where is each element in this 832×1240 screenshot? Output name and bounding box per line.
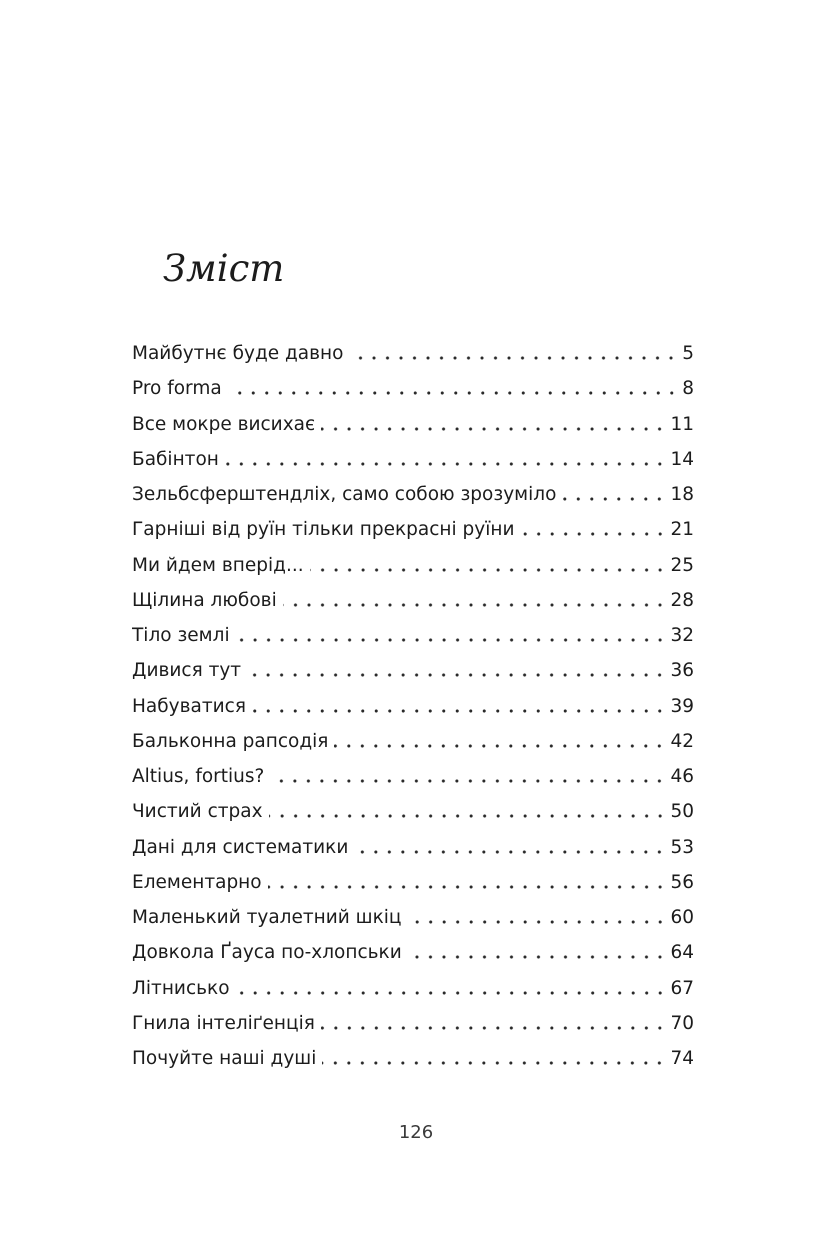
- toc-entry-page: 50: [670, 801, 694, 823]
- toc-entry-title: Бабінтон: [132, 448, 219, 470]
- toc-heading: Зміст: [163, 247, 285, 290]
- toc-entry-page: 70: [670, 1012, 694, 1034]
- toc-entry: [132, 724, 694, 759]
- toc-entry-page: 64: [670, 942, 694, 964]
- toc-entry-page: 60: [670, 907, 694, 928]
- toc-entry: [132, 794, 694, 829]
- toc-entry: [132, 618, 694, 653]
- toc-entry-page: 67: [670, 977, 694, 999]
- toc-entry-title: Altius, fortius?: [132, 766, 265, 787]
- toc-entry-title: Дивися тут: [132, 660, 242, 682]
- toc-entry-title: Бальконна рапсодія: [132, 730, 329, 752]
- dot-leader: [236, 638, 667, 642]
- toc-entry: [132, 830, 694, 865]
- toc-entry-title: Майбутнє буде давно: [132, 343, 344, 364]
- dot-leader: [334, 744, 666, 748]
- toc-entry-page: 18: [670, 484, 694, 505]
- toc-entry-title: Набуватися: [132, 695, 246, 717]
- toc-entry-title: Дані для систематики: [132, 836, 349, 858]
- toc-entry: [132, 548, 694, 583]
- toc-entry-page: 21: [670, 519, 694, 541]
- dot-leader: [321, 1026, 667, 1030]
- dot-leader: [408, 920, 667, 924]
- dot-leader: [269, 814, 667, 818]
- toc-entry-page: 8: [682, 378, 694, 400]
- toc-entry: [132, 583, 694, 618]
- toc-entry-title: Тіло землі: [132, 625, 230, 646]
- toc-entry: [132, 1006, 694, 1041]
- dot-leader: [225, 462, 667, 466]
- toc-entry-title: Pro forma: [132, 378, 222, 400]
- dot-leader: [408, 955, 667, 959]
- dot-leader: [562, 497, 666, 501]
- page-number: 126: [398, 1122, 434, 1143]
- toc-entry-page: 11: [670, 413, 694, 435]
- toc-entry: [132, 336, 694, 371]
- dot-leader: [310, 568, 667, 572]
- toc-entry: [132, 407, 694, 442]
- dot-leader: [228, 391, 679, 395]
- toc-entry-title: Гнила інтеліґенція: [132, 1012, 315, 1034]
- toc-entry-page: 25: [670, 554, 694, 576]
- toc-entry-title: Щілина любові: [132, 589, 277, 611]
- toc-entry-page: 5: [682, 343, 694, 364]
- toc-entry-title: Все мокре висихає: [132, 413, 316, 435]
- toc-entry: [132, 512, 694, 547]
- dot-leader: [236, 991, 667, 995]
- toc-entry-page: 14: [670, 448, 694, 470]
- toc-entry: [132, 653, 694, 688]
- toc-entry-page: 74: [670, 1048, 694, 1069]
- toc-entry-title: Чистий страх: [132, 801, 263, 823]
- toc-entry-title: Літнисько: [132, 977, 230, 999]
- toc-list: [132, 336, 694, 1076]
- toc-entry-page: 28: [670, 589, 694, 611]
- dot-leader: [247, 673, 666, 677]
- toc-entry-page: 46: [670, 766, 694, 787]
- toc-entry-page: 32: [670, 625, 694, 646]
- toc-entry-title: Зельбсферштендліх, само собою зрозуміло: [132, 484, 557, 505]
- toc-entry-page: 56: [670, 871, 694, 893]
- dot-leader: [354, 850, 666, 854]
- dot-leader: [270, 779, 666, 783]
- toc-entry: [132, 477, 694, 512]
- toc-entry: [132, 865, 694, 900]
- toc-entry: [132, 935, 694, 970]
- toc-entry: [132, 1041, 694, 1076]
- dot-leader: [349, 356, 678, 360]
- toc-entry: [132, 900, 694, 935]
- dot-leader: [268, 885, 667, 889]
- dot-leader: [321, 427, 666, 431]
- dot-leader: [252, 709, 667, 713]
- toc-entry-page: 53: [670, 836, 694, 858]
- dot-leader: [283, 603, 667, 607]
- toc-entry-title: Елементарно: [132, 871, 262, 893]
- dot-leader: [322, 1061, 666, 1065]
- toc-entry: [132, 689, 694, 724]
- toc-entry: [132, 442, 694, 477]
- toc-entry: [132, 371, 694, 406]
- dot-leader: [521, 532, 667, 536]
- toc-entry-title: Довкола Ґауса по-хлопськи: [132, 942, 402, 964]
- toc-entry-title: Ми йдем вперід...: [132, 554, 304, 576]
- toc-entry: [132, 971, 694, 1006]
- toc-entry-page: 39: [670, 695, 694, 717]
- toc-entry-page: 36: [670, 660, 694, 682]
- toc-entry-title: Гарніші від руїн тільки прекрасні руїни: [132, 519, 515, 541]
- toc-entry: [132, 759, 694, 794]
- toc-entry-title: Почуйте наші душі: [132, 1048, 317, 1069]
- toc-entry-page: 42: [670, 730, 694, 752]
- toc-entry-title: Маленький туалетний шкіц: [132, 907, 402, 928]
